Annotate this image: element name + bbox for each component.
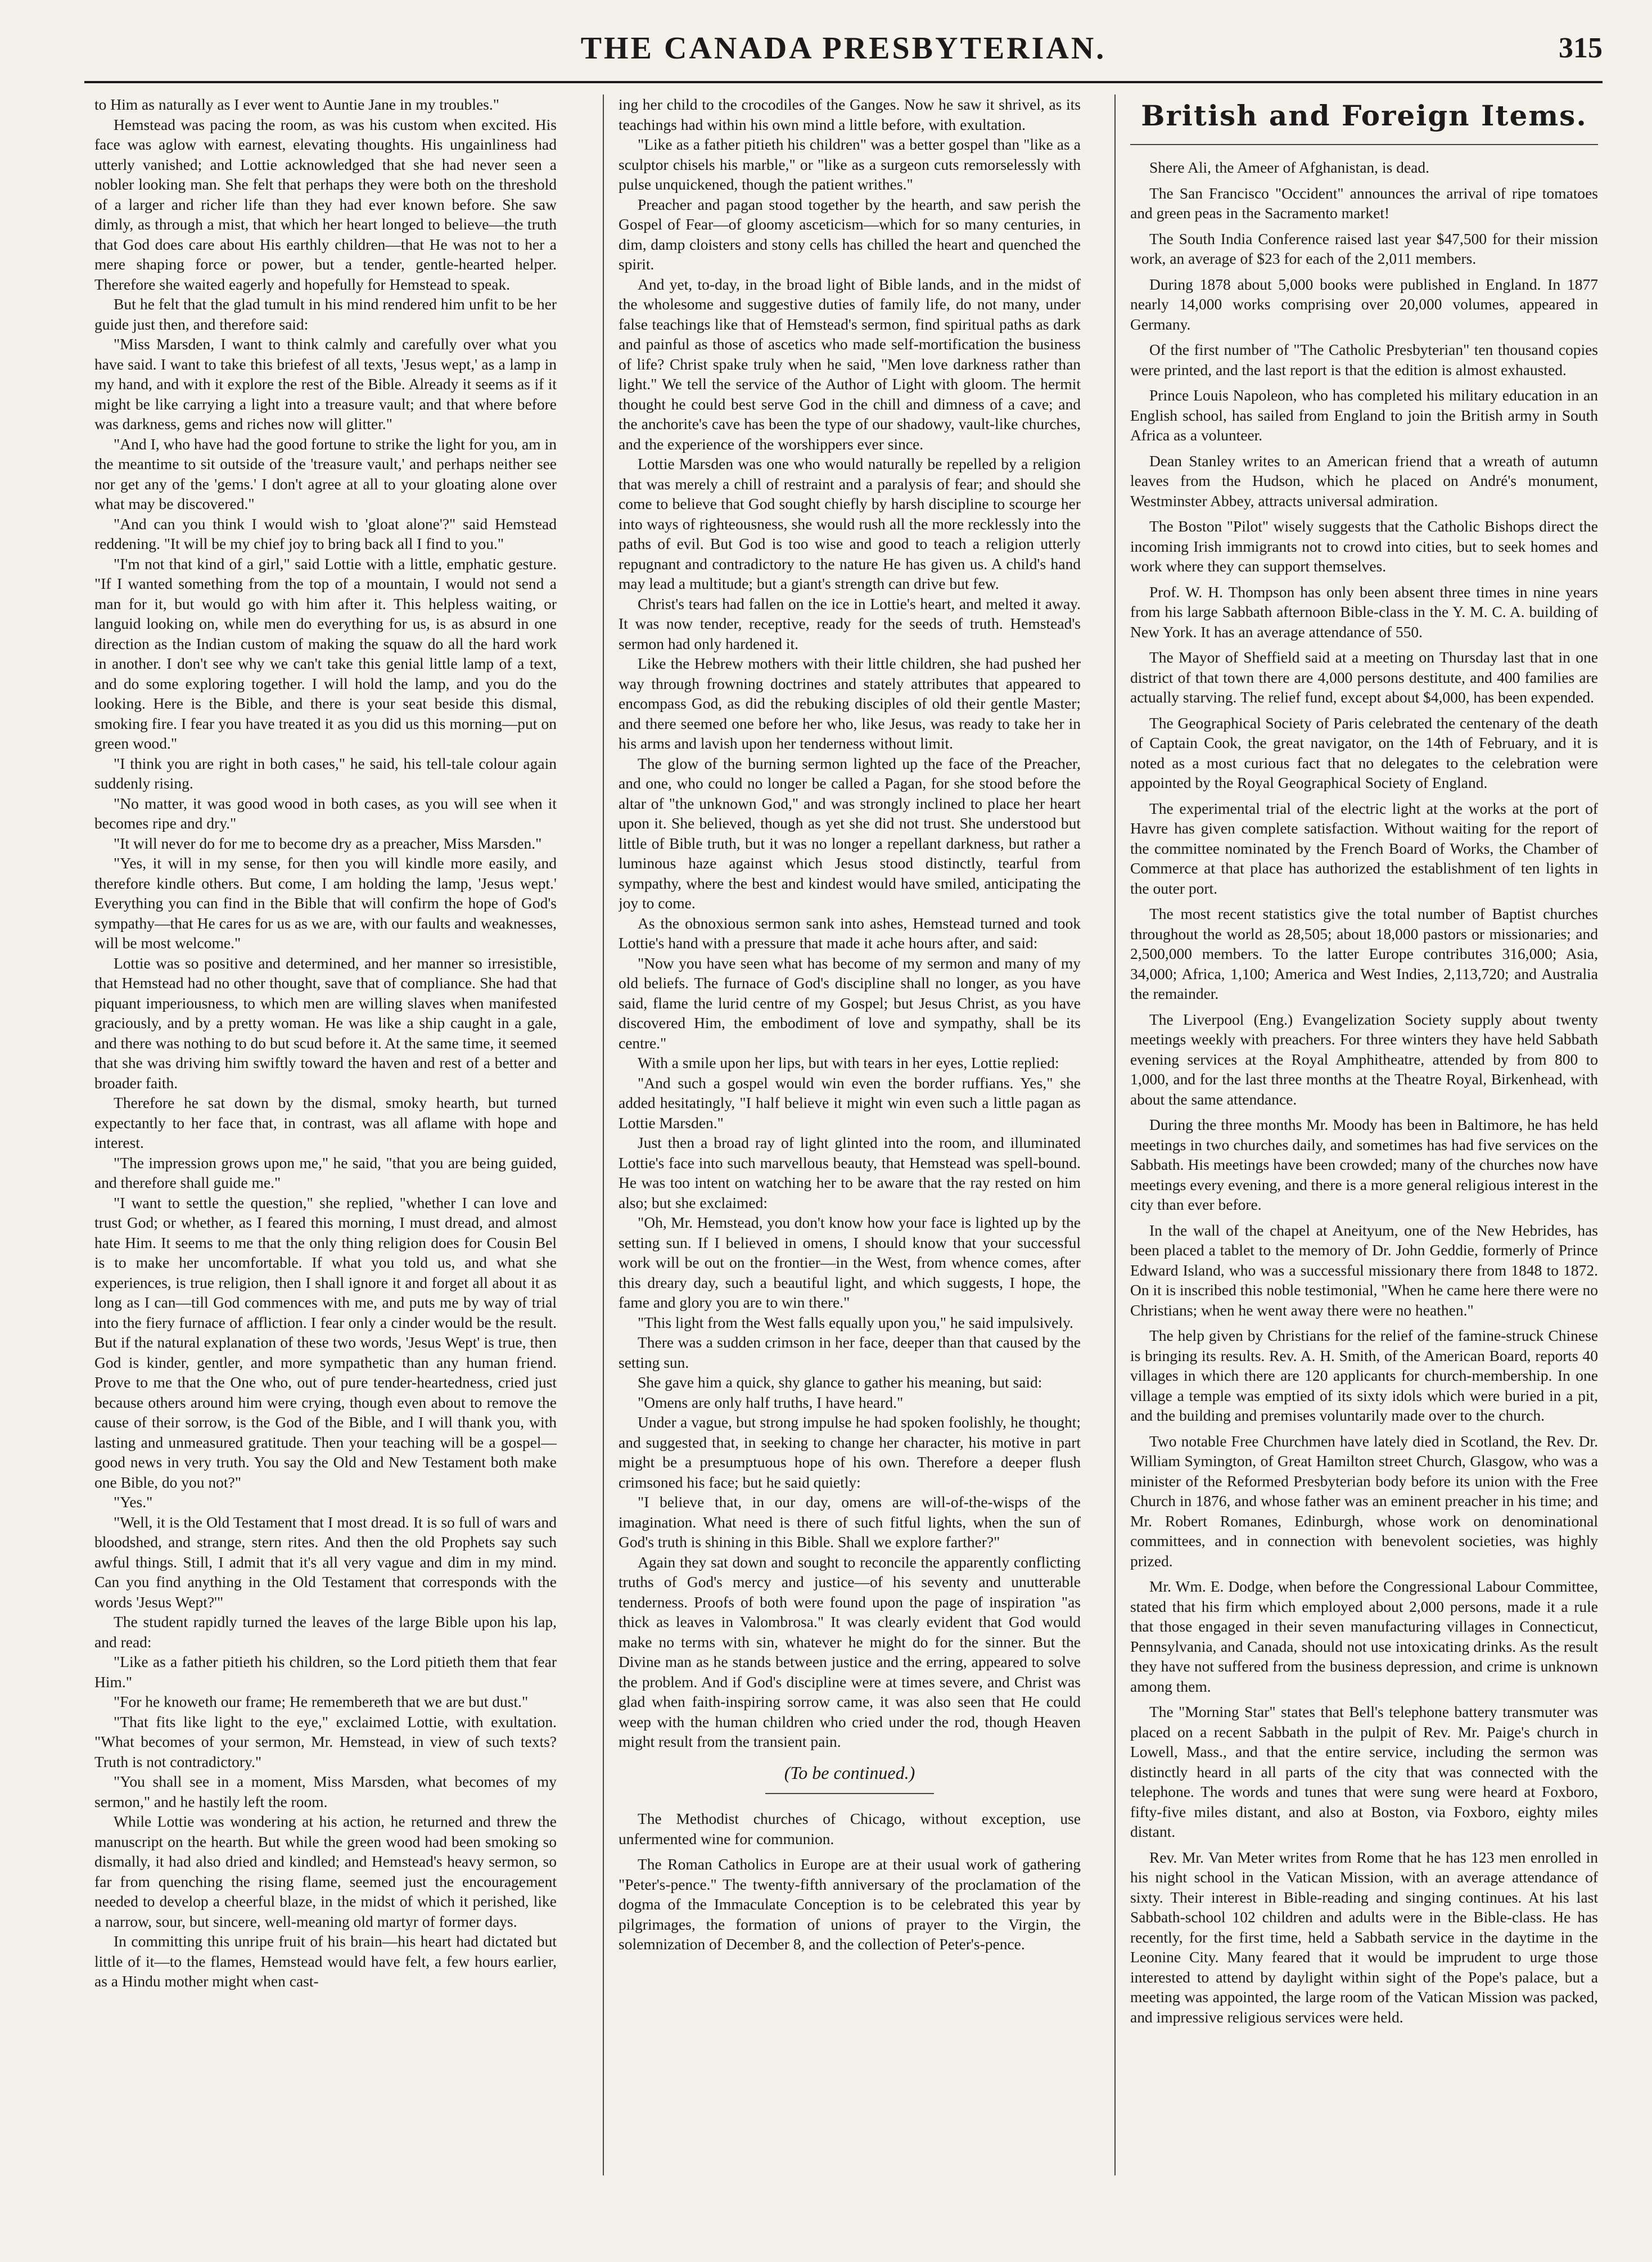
news-item: During the three months Mr. Moody has been in Baltimore, he has held meetings in two churches daily, and sometimes has had five services on the Sabbath. His meetings have been crowded; many of the churches now have meetings every evening, and there is a more general religious interest in the city than ever before.: [1130, 1116, 1598, 1213]
news-item: The Boston "Pilot" wisely suggests that the Catholic Bishops direct the incoming Irish immigrants not to crowd into cities, but to seek homes and work where they can support themselves.: [1130, 517, 1598, 575]
news-item: Shere Ali, the Ameer of Afghanistan, is dead.: [1149, 159, 1429, 176]
story-paragraph: "Like as a father pitieth his children" was a better gospel than "like as a sculptor chisels his marble," or "like as a surgeon cuts remorselessly with pulse unquickened, though the patient writhes.": [619, 136, 1081, 193]
page-number: 315: [1559, 32, 1603, 64]
news-item: Two notable Free Churchmen have lately died in Scotland, the Rev. Dr. William Symington, of Great Hamilton street Church, Glasgow, who was a minister of the Reformed Presbyterian body before its union with the Free Church in 1876, and whose father was an eminent preacher in his time; and Mr. Robert Romanes, Edinburgh, whose work on denominational committees, and in connection with benevolent societies, was highly prized.: [1130, 1432, 1598, 1570]
story-column-1-text: [94, 94, 557, 1991]
section-divider: [765, 1793, 934, 1794]
column-2: [619, 94, 1081, 2226]
story-paragraph: "I believe that, in our day, omens are will-of-the-wisps of the imagination. What need is there of such fitful lights, when the sun of God's truth is shining in this Bible. Shall we explore farther?": [619, 1493, 1081, 1551]
story-paragraph: "You shall see in a moment, Miss Marsden, what becomes of my sermon," and he hastily left the room.: [94, 1773, 557, 1810]
news-item: The experimental trial of the electric light at the works at the port of Havre has given complete satisfaction. Without waiting for the report of the committee nominated by the French Board of Works, the Chamber of Commerce at that place has authorized the establishment of ten lights in the outer port.: [1130, 799, 1598, 897]
british-foreign-items-list: [1130, 157, 1598, 2027]
story-paragraph: "Omens are only half truths, I have heard.": [638, 1393, 904, 1411]
story-paragraph: "I want to settle the question," she replied, "whether I can love and trust God; or whether, as I feared this morning, I must dread, and almost hate Him. It seems to me that the only thing religion does for Cousin Bel is to make her uncomfortable. If what you told us, and what she experiences, is true religion, then I shall ignore it and forget all about it as long as I can—till God commences with me, and puts me by way of trial into the fiery furnace of affliction. I fear only a cinder would be the result. But if the natural explanation of these two words, 'Jesus Wept' is true, then God is kinder, gentler, and more sympathetic than any human friend. Prove to me that the One who, out of pure tender-heartedness, cried just because others around him were crying, though even about to remove the cause of their sorrow, is the God of the Bible, and I will thank you, with lasting and unmeasured gratitude. Then your teaching will be a gospel—good news in very truth. You say the Old and New Testament both make one Bible, do you not?": [94, 1193, 557, 1491]
story-paragraph: Lottie was so positive and determined, and her manner so irresistible, that Hemstead had no other thought, save that of compliance. She had that piquant imperiousness, to which men are willing slaves when manifested graciously, and by a pretty woman. He was like a ship caught in a gale, and there was nothing to do but scud before it. At the same time, it seemed that she was driving him swiftly toward the haven and rest of a better and broader faith.: [94, 954, 557, 1092]
story-paragraph: Therefore he sat down by the dismal, smoky hearth, but turned expectantly to her face that, in contrast, was all aflame with hope and interest.: [94, 1094, 557, 1151]
story-paragraph: "Oh, Mr. Hemstead, you don't know how your face is lighted up by the setting sun. If I believed in omens, I should know that your successful work will be out on the frontier—in the West, from whence comes, after this dreary day, such a beautiful light, and which suggests, I hope, the fame and glory you are to win there.": [619, 1214, 1081, 1311]
news-item: The Liverpool (Eng.) Evangelization Society supply about twenty meetings weekly with preachers. For three winters they have held Sabbath evening services at the Royal Amphitheatre, attended by from 800 to 1,000, and for the last three months at the Theatre Royal, Birkenhead, with about the same attendance.: [1130, 1010, 1598, 1108]
news-item: The Methodist churches of Chicago, without exception, use unfermented wine for communion.: [619, 1810, 1081, 1848]
news-item: The South India Conference raised last year $47,500 for their mission work, an average of $23 for each of the 2,011 members.: [1130, 229, 1598, 267]
story-paragraph: Just then a broad ray of light glinted into the room, and illuminated Lottie's face into such marvellous beauty, that Hemstead was spell-bound. He was too intent on watching her to be aware that the ray rested on him also; but she exclaimed:: [619, 1134, 1081, 1211]
british-foreign-items-heading: British and Foreign Items.: [1141, 99, 1587, 132]
story-paragraph: "The impression grows upon me," he said, "that you are being guided, and therefore shall guide me.": [94, 1153, 557, 1191]
story-paragraph: "That fits like light to the eye," exclaimed Lottie, with exultation. "What becomes of your sermon, Mr. Hemstead, in view of such texts? Truth is not contradictory.": [94, 1713, 557, 1770]
story-paragraph: "I think you are right in both cases," he said, his tell-tale colour again suddenly rising.: [94, 754, 557, 792]
story-paragraph: "This light from the West falls equally upon you," he said impulsively.: [638, 1313, 1073, 1331]
story-paragraph: Preacher and pagan stood together by the hearth, and saw perish the Gospel of Fear—of gloomy asceticism—which for so many centuries, in dim, damp cloisters and stony cells has chilled the heart and quenched the spirit.: [619, 195, 1081, 273]
news-item: Rev. Mr. Van Meter writes from Rome that he has 123 men enrolled in his night school in the Vatican Mission, with an average attendance of sixty. Their interest in Bible-reading and singing continues. At his last Sabbath-school 102 children and adults were in the Bible-class. He has recently, for the first time, held a Sabbath service in the daytime in the Leonine City. Many feared that it would be imprudent to urge those interested to attend by daylight within sight of the Pope's palace, but a meeting was appointed, the large room of the Vatican Mission was packed, and impressive religious services were held.: [1130, 1848, 1598, 2026]
news-item: Dean Stanley writes to an American friend that a wreath of autumn leaves from the Hudson, which he placed on André's monument, Westminster Abbey, attracts universal admiration.: [1130, 452, 1598, 510]
news-item: The Geographical Society of Paris celebrated the centenary of the death of Captain Cook, the great navigator, on the 14th of February, and it is noted as a most curious fact that no delegates to the celebration were appointed by the Royal Geographical Society of England.: [1130, 714, 1598, 791]
news-item: Prof. W. H. Thompson has only been absent three times in nine years from his large Sabbath afternoon Bible-class in the Y. M. C. A. building of New York. It has an average attendance of 550.: [1130, 583, 1598, 641]
story-paragraph: "And can you think I would wish to 'gloat alone'?" said Hemstead reddening. "It will be my chief joy to bring back all I find to you.": [94, 515, 557, 552]
story-paragraph: As the obnoxious sermon sank into ashes, Hemstead turned and took Lottie's hand with a pressure that made it ache hours after, and said:: [619, 914, 1081, 952]
news-item: During 1878 about 5,000 books were published in England. In 1877 nearly 14,000 works comprising over 20,000 volumes, appeared in Germany.: [1130, 275, 1598, 333]
story-paragraph: Again they sat down and sought to reconcile the apparently conflicting truths of God's mercy and justice—of his seventy and unutterable tenderness. Proofs of both were found upon the page of inspiration "as thick as leaves in Valombrosa." It was clearly evident that God would make no terms with sin, whatever he might do for the sinner. But the Divine man as he stands between justice and the erring, appeared to solve the problem. And if God's discipline were at times severe, and Christ was glad when faith-inspiring sorrow came, it was also seen that He could weep with the human children who cried under the rod, though Heaven might result from the transient pain.: [619, 1553, 1081, 1750]
story-paragraph: Lottie Marsden was one who would naturally be repelled by a religion that was merely a chill of restraint and a paralysis of fear; and should she come to believe that God sought chiefly by harsh discipline to scourge her into ways of righteousness, she would rush all the more recklessly into the paths of evil. But God is too wise and good to teach a religion utterly repugnant and contradictory to the nature He has given us. A child's hand may lead a multitude; but a giant's strength can drive but few.: [619, 455, 1081, 592]
masthead: [84, 26, 1603, 74]
masthead-rule: [84, 81, 1603, 83]
story-paragraph: "Yes, it will in my sense, for then you will kindle more easily, and therefore kindle others. But come, I am holding the lamp, 'Jesus wept.' Everything you can find in the Bible that will confirm the hope of God's sympathy—that He cares for us as we are, with our faults and weaknesses, will be most welcome.": [94, 854, 557, 952]
story-paragraph: "For he knoweth our frame; He remembereth that we are but dust.": [114, 1693, 529, 1710]
story-paragraph: "Now you have seen what has become of my sermon and many of my old beliefs. The furnace of God's discipline shall no longer, as you have said, flame the lurid centre of my Gospel; but Jesus Christ, as you have discovered Him, the embodiment of love and sympathy, shall be its centre.": [619, 954, 1081, 1052]
column-2-items: [619, 1809, 1081, 1954]
story-paragraph: Hemstead was pacing the room, as was his custom when excited. His face was aglow with earnest, elevating thoughts. His ungainliness had utterly vanished; and Lottie acknowledged that she had never seen a nobler looking man. She felt that perhaps they were both on the threshold of a larger and richer life than they had ever known before. She saw dimly, as through a mist, that which her heart longed to believe—the truth that God does care about His earthly children—that He was not to her a mere shaping force or power, but a tender, gentle-hearted helper. Therefore she waited eagerly and hopefully for Hemstead to speak.: [94, 115, 557, 293]
story-paragraph: to Him as naturally as I ever went to Auntie Jane in my troubles.": [94, 96, 499, 113]
heading-rule: [1130, 144, 1598, 145]
news-item: The most recent statistics give the total number of Baptist churches throughout the world as 28,505; about 18,000 pastors or missionaries; and 2,500,000 members. To the latter Europe contributes 316,000; Asia, 34,000; Africa, 1,100; America and West Indies, 2,113,720; and Australia the remainder.: [1130, 905, 1598, 1002]
story-paragraph: "And such a gospel would win even the border ruffians. Yes," she added hesitatingly, "I half believe it might win even such a little pagan as Lottie Marsden.": [619, 1074, 1081, 1132]
story-paragraph: "Yes.": [114, 1493, 153, 1511]
story-column-2-text: [619, 94, 1081, 1752]
news-item: Of the first number of "The Catholic Presbyterian" ten thousand copies were printed, and the last report is that the edition is almost exhausted.: [1130, 341, 1598, 378]
masthead-title: THE CANADA PRESBYTERIAN.: [580, 31, 1107, 66]
story-paragraph: Under a vague, but strong impulse he had spoken foolishly, he thought; and suggested that, in seeking to change her character, his motive in part might be a presumptuous hope of his own. Therefore a deeper flush crimsoned his face; but he said quietly:: [619, 1413, 1081, 1491]
story-paragraph: Christ's tears had fallen on the ice in Lottie's heart, and melted it away. It was now tender, receptive, ready for the seeds of truth. Hemstead's sermon had only hardened it.: [619, 594, 1081, 652]
story-paragraph: She gave him a quick, shy glance to gather his meaning, but said:: [638, 1373, 1042, 1391]
news-item: The "Morning Star" states that Bell's telephone battery transmuter was placed on a recent Sabbath in the pulpit of Rev. Mr. Paige's church in Lowell, Mass., and that the entire service, including the sermon was distinctly heard in all parts of the city that was connected with the telephone. The words and tunes that were sung were heard at Foxboro, fifty-five miles distant, and also at Boston, via Foxboro, eighty miles distant.: [1130, 1703, 1598, 1840]
story-paragraph: Like the Hebrew mothers with their little children, she had pushed her way through frowning doctrines and stately attributes that appeared to encompass God, as did the rebuking disciples of old their gentle Master; and there seemed one before her who, like Jesus, was ready to take her in his arms and lavish upon her tenderness without limit.: [619, 655, 1081, 752]
story-paragraph: The student rapidly turned the leaves of the large Bible upon his lap, and read:: [94, 1613, 557, 1651]
story-paragraph: "No matter, it was good wood in both cases, as you will see when it becomes ripe and dry.": [94, 794, 557, 832]
column-3: [1130, 94, 1598, 2226]
news-item: In the wall of the chapel at Aneityum, one of the New Hebrides, has been placed a tablet to the memory of Dr. John Geddie, formerly of Prince Edward Island, who was a successful missionary there from 1848 to 1872. On it is inscribed this noble testimonial, "When he came here there were no Christians; when he went away there were no heathen.": [1130, 1221, 1598, 1319]
news-item: The Roman Catholics in Europe are at their usual work of gathering "Peter's-pence." The twenty-fifth anniversary of the proclamation of the dogma of the Immaculate Conception is to be celebrated this year by pilgrimages, the formation of unions of prayer to the Virgin, the solemnization of December 8, and the collection of Peter's-pence.: [619, 1855, 1081, 1953]
story-paragraph: "It will never do for me to become dry as a preacher, Miss Marsden.": [114, 834, 542, 852]
story-paragraph: "I'm not that kind of a girl," said Lottie with a little, emphatic gesture. "If I wanted something from the top of a mountain, I would not send a man for it, but would go with him after it. This helpless waiting, or languid looking on, while men do everything for us, is as absurd in one direction as the Indian custom of making the squaw do all the hard work in another. I don't see why we can't take this genial little lamp of a text, and do some exploring together. I will hold the lamp, and you do the looking. Here is the Bible, and there is your seat beside this dismal, smoking fire. I fear you have treated it as you did us this morning—put on green wood.": [94, 555, 557, 752]
story-paragraph: "Miss Marsden, I want to think calmly and carefully over what you have said. I want to take this briefest of all texts, 'Jesus wept,' as a lamp in my hand, and with it explore the rest of the Bible. Already it seems as if it might be like carrying a light into a treasure vault; and that where before was darkness, gems and riches now will glitter.": [94, 335, 557, 432]
story-paragraph: But he felt that the glad tumult in his mind rendered him unfit to be her guide just then, and therefore said:: [94, 295, 557, 333]
story-paragraph: "And I, who have had the good fortune to strike the light for you, am in the meantime to sit outside of the 'treasure vault,' and perhaps neither see nor get any of the 'gems.' I don't agree at all to your gloating alone over what may be discovered.": [94, 435, 557, 512]
news-item: The San Francisco "Occident" announces the arrival of ripe tomatoes and green peas in the Sacramento market!: [1130, 184, 1598, 222]
story-paragraph: In committing this unripe fruit of his brain—his heart had dictated but little of it—to the flames, Hemstead would have felt, a few hours earlier, as a Hindu mother might when cast-: [94, 1932, 557, 1990]
story-paragraph: There was a sudden crimson in her face, deeper than that caused by the setting sun.: [619, 1333, 1081, 1371]
column-1: [94, 94, 557, 2226]
news-item: Prince Louis Napoleon, who has completed his military education in an English school, has sailed from England to join the British army in South Africa as a volunteer.: [1130, 386, 1598, 444]
story-paragraph: ing her child to the crocodiles of the Ganges. Now he saw it shrivel, as its teachings had within his own mind a little before, with exultation.: [619, 96, 1081, 133]
column-rule-1: [603, 94, 604, 2175]
story-paragraph: While Lottie was wondering at his action, he returned and threw the manuscript on the hearth. But while the green wood had been smoking so dismally, it had also dried and kindled; and Hemstead's heavy sermon, so far from quenching the rising flame, seemed just the encouragement needed to develop a cheerful blaze, in the midst of which it perished, like a narrow, sour, but sincere, well-meaning old martyr of former days.: [94, 1813, 557, 1930]
story-paragraph: With a smile upon her lips, but with tears in her eyes, Lottie replied:: [638, 1054, 1059, 1071]
column-rule-2: [1114, 94, 1116, 2175]
story-paragraph: "Well, it is the Old Testament that I most dread. It is so full of wars and bloodshed, and strange, stern rites. And then the old Prophets say such awful things. Still, I admit that it's all very vague and dim in my mind. Can you find anything in the Old Testament that corresponds with the words 'Jesus Wept?'": [94, 1513, 557, 1611]
story-paragraph: The glow of the burning sermon lighted up the face of the Preacher, and one, who could no longer be called a Pagan, for she stood before the altar of "the unknown God," and was strongly inclined to place her heart upon it. She believed, though as yet she did not trust. She understood but little of Bible truth, but it was no longer a repellant darkness, but rather a luminous haze against which Jesus stood distinctly, tearful from sympathy, where the best and kindest would have smiled, anticipating the joy to come.: [619, 754, 1081, 912]
story-paragraph: And yet, to-day, in the broad light of Bible lands, and in the midst of the wholesome and suggestive duties of family life, do not many, under false teachings like that of Hemstead's sermon, find spiritual paths as dark and painful as those of ascetics who made self-mortification the business of life? Christ spake truly when he said, "Men love darkness rather than light." We tell the service of the Author of Light with gloom. The hermit thought he could best serve God in the chill and dimness of a cave; and the anchorite's cave has been the type of our shadowy, vault-like churches, and the experience of the worshippers ever since.: [619, 275, 1081, 453]
story-paragraph: "Like as a father pitieth his children, so the Lord pitieth them that fear Him.": [94, 1653, 557, 1691]
to-be-continued: (To be continued.): [784, 1762, 915, 1783]
news-item: Mr. Wm. E. Dodge, when before the Congressional Labour Committee, stated that his firm which employed about 2,000 persons, made it a rule that those engaged in their seven manufacturing villages in Connecticut, Pennsylvania, and Canada, should not use intoxicating drinks. As the result they have not suffered from the business depression, and crime is unknown among them.: [1130, 1578, 1598, 1695]
news-item: The help given by Christians for the relief of the famine-struck Chinese is bringing its results. Rev. A. H. Smith, of the American Board, reports 40 villages in which there are 120 applicants for church-membership. In one village a temple was emptied of its sixty idols which were buried in a pit, and the building and premises voluntarily made over to the church.: [1130, 1327, 1598, 1424]
news-item: The Mayor of Sheffield said at a meeting on Thursday last that in one district of that town there are 4,000 persons destitute, and 400 families are actually starving. The relief fund, except about $4,000, has been expended.: [1130, 648, 1598, 706]
